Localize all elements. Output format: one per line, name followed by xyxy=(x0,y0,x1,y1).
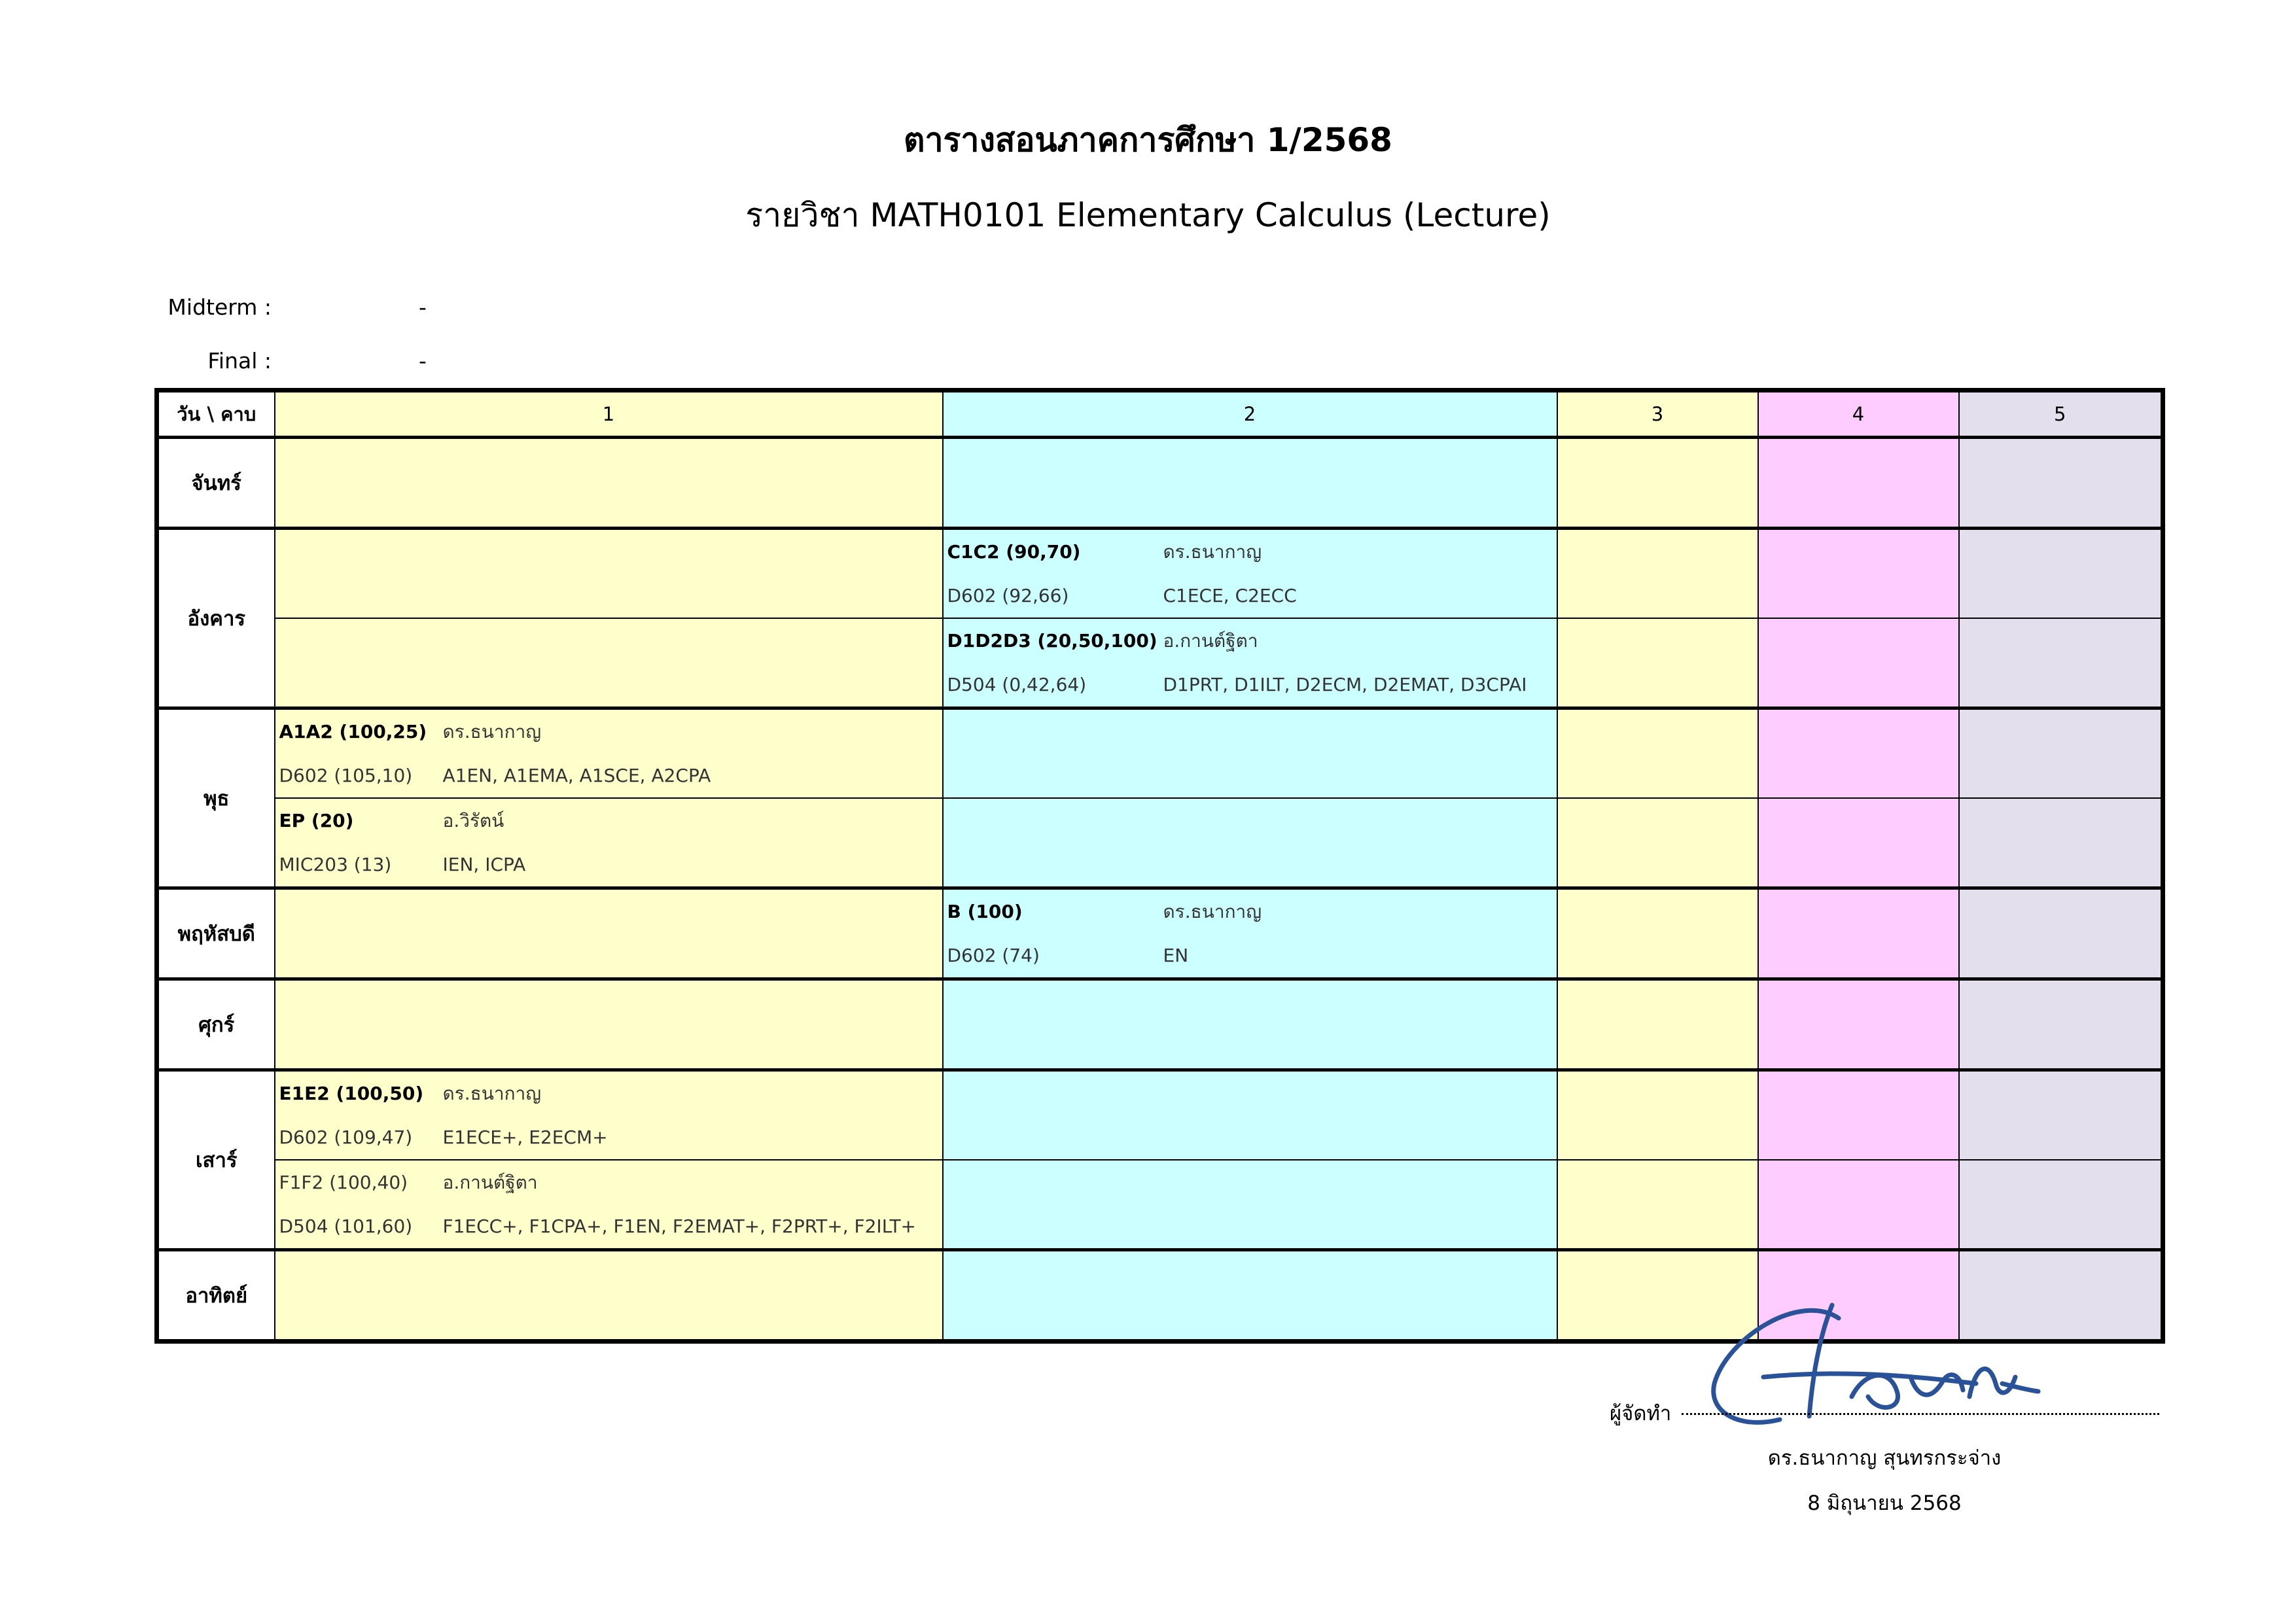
handwritten-signature xyxy=(1701,1299,2041,1442)
prepared-by-label: ผู้จัดทำ xyxy=(1610,1402,1672,1425)
cell-friday-p2 xyxy=(943,979,1557,1070)
cell-wednesday-p2-b xyxy=(943,798,1557,888)
day-label-sunday: อาทิตย์ xyxy=(157,1250,275,1342)
cell-thursday-p5 xyxy=(1959,888,2163,979)
cell-saturday-p2-b xyxy=(943,1160,1557,1250)
cell-tuesday-p3-b xyxy=(1557,618,1758,708)
cell-wednesday-p3-b xyxy=(1557,798,1758,888)
day-label-friday: ศุกร์ xyxy=(157,979,275,1070)
room-code: D602 (105,10) xyxy=(279,765,413,786)
cell-thursday-p1 xyxy=(275,888,943,979)
final-value: - xyxy=(419,348,427,374)
period-5-header: 5 xyxy=(1959,391,2163,438)
period-header-row xyxy=(157,391,2163,438)
student-groups: C1ECE, C2ECC xyxy=(1163,585,1297,606)
section-code: EP (20) xyxy=(279,810,354,831)
cell-wednesday-p1-b xyxy=(275,798,943,888)
cell-saturday-p4-b xyxy=(1758,1160,1959,1250)
cell-saturday-p3-a xyxy=(1557,1070,1758,1161)
sign-date: 8 มิถุนายน 2568 xyxy=(1807,1492,1962,1515)
cell-wednesday-p4-a xyxy=(1758,708,1959,799)
period-4-header: 4 xyxy=(1758,391,1959,438)
day-row-wednesday-2 xyxy=(157,798,2163,888)
cell-saturday-p3-b xyxy=(1557,1160,1758,1250)
course-subtitle: รายวิชา MATH0101 Elementary Calculus (Lecture) xyxy=(745,196,1551,234)
cell-tuesday-p4-a xyxy=(1758,529,1959,619)
cell-tuesday-p1-b xyxy=(275,618,943,708)
room-code: D504 (101,60) xyxy=(279,1215,413,1237)
section-code: E1E2 (100,50) xyxy=(279,1083,424,1104)
cell-wednesday-p1-a xyxy=(275,708,943,799)
cell-tuesday-p2-b xyxy=(943,618,1557,708)
cell-tuesday-p5-a xyxy=(1959,529,2163,619)
cell-sunday-p2 xyxy=(943,1250,1557,1342)
period-1-header: 1 xyxy=(275,391,943,438)
cell-saturday-p5-a xyxy=(1959,1070,2163,1161)
day-row-saturday xyxy=(157,1070,2163,1161)
day-label-tuesday: อังคาร xyxy=(157,529,275,708)
teacher-name: ดร.ธนากาญ xyxy=(442,721,542,742)
cell-friday-p3 xyxy=(1557,979,1758,1070)
cell-tuesday-p4-b xyxy=(1758,618,1959,708)
day-label-saturday: เสาร์ xyxy=(157,1070,275,1250)
section-code: D1D2D3 (20,50,100) xyxy=(947,630,1157,652)
cell-friday-p5 xyxy=(1959,979,2163,1070)
student-groups: F1ECC+, F1CPA+, F1EN, F2EMAT+, F2PRT+, F2ILT+ xyxy=(442,1215,917,1237)
room-code: MIC203 (13) xyxy=(279,854,392,875)
section-code: F1F2 (100,40) xyxy=(279,1172,408,1193)
day-row-saturday-2 xyxy=(157,1160,2163,1250)
cell-wednesday-p5-a xyxy=(1959,708,2163,799)
signature-line xyxy=(1682,1413,2159,1415)
cell-saturday-p5-b xyxy=(1959,1160,2163,1250)
room-code: D602 (74) xyxy=(947,945,1040,966)
signer-name: ดร.ธนากาญ สุนทรกระจ่าง xyxy=(1767,1446,2002,1470)
cell-tuesday-p1-a xyxy=(275,529,943,619)
midterm-value: - xyxy=(419,294,427,320)
cell-saturday-p4-a xyxy=(1758,1070,1959,1161)
teacher-name: ดร.ธนากาญ xyxy=(1163,541,1262,563)
teacher-name: อ.กานต์ฐิตา xyxy=(1163,630,1258,652)
cell-thursday-p3 xyxy=(1557,888,1758,979)
page-title: ตารางสอนภาคการศึกษา 1/2568 xyxy=(904,121,1392,159)
day-row-monday xyxy=(157,438,2163,529)
teacher-name: อ.กานต์ฐิตา xyxy=(442,1172,538,1193)
student-groups: D1PRT, D1ILT, D2ECM, D2EMAT, D3CPAI xyxy=(1163,674,1527,695)
timetable xyxy=(154,388,2165,1344)
teacher-name: ดร.ธนากาญ xyxy=(442,1083,542,1104)
student-groups: EN xyxy=(1163,945,1189,966)
room-code: D602 (92,66) xyxy=(947,585,1069,606)
cell-friday-p1 xyxy=(275,979,943,1070)
period-2-header: 2 xyxy=(943,391,1557,438)
cell-thursday-p4 xyxy=(1758,888,1959,979)
cell-tuesday-p3-a xyxy=(1557,529,1758,619)
cell-thursday-p2 xyxy=(943,888,1557,979)
cell-monday-p1 xyxy=(275,438,943,529)
day-row-tuesday xyxy=(157,529,2163,619)
cell-monday-p2 xyxy=(943,438,1557,529)
day-row-tuesday-2 xyxy=(157,618,2163,708)
header-corner: วัน \ คาบ xyxy=(157,391,275,438)
room-code: D504 (0,42,64) xyxy=(947,674,1087,695)
period-3-header: 3 xyxy=(1557,391,1758,438)
student-groups: E1ECE+, E2ECM+ xyxy=(442,1126,608,1148)
day-label-monday: จันทร์ xyxy=(157,438,275,529)
signature-stroke xyxy=(1714,1305,2038,1422)
cell-tuesday-p2-a xyxy=(943,529,1557,619)
cell-wednesday-p2-a xyxy=(943,708,1557,799)
section-code: B (100) xyxy=(947,901,1023,922)
student-groups: IEN, ICPA xyxy=(442,854,526,875)
section-code: A1A2 (100,25) xyxy=(279,721,427,742)
teacher-name: อ.วิรัตน์ xyxy=(442,810,504,831)
cell-saturday-p2-a xyxy=(943,1070,1557,1161)
cell-wednesday-p4-b xyxy=(1758,798,1959,888)
cell-wednesday-p5-b xyxy=(1959,798,2163,888)
cell-sunday-p1 xyxy=(275,1250,943,1342)
cell-saturday-p1-a xyxy=(275,1070,943,1161)
day-label-thursday: พฤหัสบดี xyxy=(157,888,275,979)
cell-monday-p4 xyxy=(1758,438,1959,529)
cell-tuesday-p5-b xyxy=(1959,618,2163,708)
day-label-wednesday: พุธ xyxy=(157,708,275,888)
day-row-thursday xyxy=(157,888,2163,979)
cell-monday-p5 xyxy=(1959,438,2163,529)
teacher-name: ดร.ธนากาญ xyxy=(1163,901,1262,922)
cell-friday-p4 xyxy=(1758,979,1959,1070)
day-row-wednesday xyxy=(157,708,2163,799)
student-groups: A1EN, A1EMA, A1SCE, A2CPA xyxy=(442,765,711,786)
cell-wednesday-p3-a xyxy=(1557,708,1758,799)
day-row-friday xyxy=(157,979,2163,1070)
section-code: C1C2 (90,70) xyxy=(947,541,1081,563)
cell-saturday-p1-b xyxy=(275,1160,943,1250)
cell-monday-p3 xyxy=(1557,438,1758,529)
room-code: D602 (109,47) xyxy=(279,1126,413,1148)
